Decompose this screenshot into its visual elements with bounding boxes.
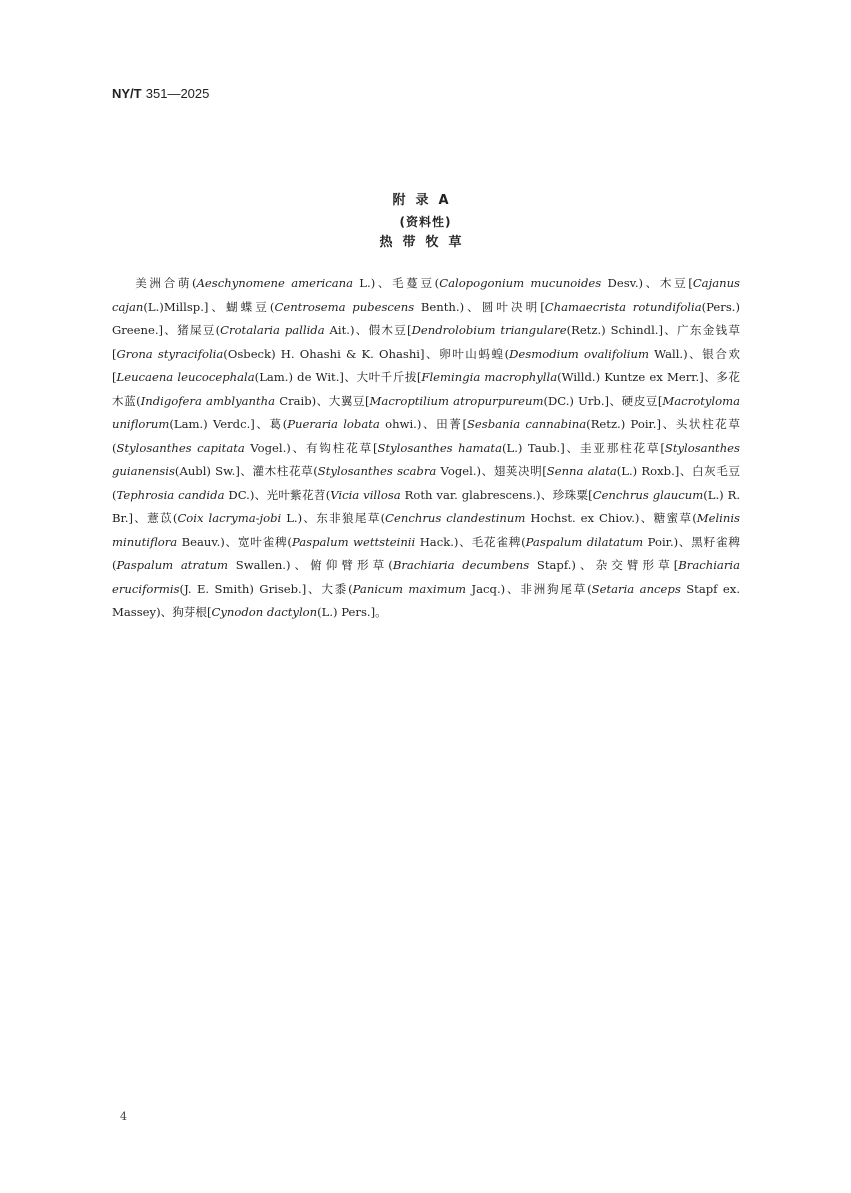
species-name: Flemingia macrophylla — [421, 370, 558, 384]
species-name: Stylosanthes hamata — [377, 440, 502, 455]
body-text-segment: (Pers.) Greene.]、猪屎豆( — [112, 299, 740, 337]
body-text-segment: (Willd.) Kuntze ex Merr.]、多花木蓝( — [112, 370, 740, 408]
body-text-segment: (DC.) Urb.]、硬皮豆[ — [543, 393, 663, 408]
body-text-segment: Vogel.)、有钩柱花草[ — [244, 440, 378, 455]
species-name: Chamaecrista rotundifolia — [544, 299, 702, 314]
species-name: Cajanus cajan — [112, 276, 740, 314]
species-name: Paspalum dilatatum — [525, 534, 644, 549]
species-name: Crotalaria pallida — [220, 323, 325, 337]
species-name: Macrotyloma uniflorum — [112, 393, 740, 431]
species-name: Tephrosia candida — [116, 487, 225, 502]
species-name: Paspalum wettsteinii — [291, 534, 416, 549]
species-name: Pueraria lobata — [287, 417, 380, 431]
body-text-segment: Benth.)、圆叶决明[ — [414, 299, 545, 314]
species-name: Cynodon dactylon — [211, 605, 318, 619]
body-text-segment: (Lam.) Verdc.]、葛( — [169, 417, 288, 431]
appendix-title: 热带牧草 — [379, 235, 472, 250]
species-name: Centrosema pubescens — [274, 299, 415, 314]
species-name: Stylosanthes capitata — [116, 440, 245, 455]
appendix-nature: (资料性) — [399, 215, 452, 229]
species-name: Grona styracifolia — [116, 346, 224, 361]
species-name: Brachiaria eruciformis — [112, 558, 740, 596]
body-text-segment: Wall.)、银合欢[ — [112, 346, 740, 384]
species-name: Calopogonium mucunoides — [439, 276, 602, 290]
species-name: Panicum maximum — [352, 581, 467, 596]
body-text-segment: 美洲合萌( — [135, 276, 197, 290]
species-name: Desmodium ovalifolium — [509, 346, 649, 361]
body-text-segment: Beauv.)、宽叶雀稗( — [177, 534, 292, 549]
species-name: Coix lacryma-jobi — [177, 511, 282, 525]
species-name: Vicia villosa — [330, 487, 401, 502]
body-text-segment: Vogel.)、翅荚决明[ — [436, 464, 547, 478]
species-name: Senna alata — [546, 464, 617, 478]
body-text-segment: L.)、毛蔓豆( — [353, 276, 440, 290]
body-paragraph — [112, 272, 740, 625]
body-text-segment: ohwi.)、田菁[ — [379, 417, 467, 431]
species-name: Setaria anceps — [591, 581, 681, 596]
standard-code: NY/T — [112, 86, 142, 101]
species-name: Brachiaria decumbens — [392, 558, 530, 572]
body-text-segment: (Retz.) Schindl.]、广东金钱草[ — [112, 323, 740, 361]
body-text-segment: Hack.)、毛花雀稗( — [415, 534, 526, 549]
species-name: Cenchrus clandestinum — [385, 511, 526, 525]
species-name: Paspalum atratum — [116, 558, 229, 572]
body-text-segment: (L.) R. Br.]、薏苡( — [112, 487, 741, 525]
body-text-segment: Stapf.)、杂交臂形草[ — [529, 558, 679, 572]
species-name: Stylosanthes scabra — [317, 464, 437, 478]
body-text-segment: L.)、东非狼尾草( — [281, 511, 386, 525]
standard-number: 351—2025 — [145, 86, 210, 101]
body-text-segment: Stapf ex. Massey)、狗芽根[ — [112, 581, 741, 619]
body-text-segment: Desv.)、木豆[ — [601, 276, 693, 290]
body-text-segment: Hochst. ex Chiov.)、糖蜜草( — [525, 511, 697, 525]
page-number: 4 — [120, 1110, 127, 1123]
document-header — [112, 86, 209, 102]
appendix-titles — [0, 190, 851, 254]
body-text-segment: Poir.)、黑籽雀稗( — [112, 534, 741, 572]
body-text-segment: Jacq.)、非洲狗尾草( — [466, 581, 592, 596]
species-name: Cenchrus glaucum — [592, 487, 704, 502]
species-name: Aeschynomene americana — [196, 276, 353, 290]
body-text-segment: (Lam.) de Wit.]、大叶千斤拔[ — [254, 370, 422, 384]
body-text-segment: (L.) Taub.]、圭亚那柱花草[ — [501, 440, 665, 455]
species-name: Macroptilium atropurpureum — [369, 393, 544, 408]
body-text-segment: Roth var. glabrescens.)、珍珠粟[ — [400, 487, 593, 502]
body-text-segment: Swallen.)、俯仰臂形草( — [228, 558, 393, 572]
body-text-segment: (Osbeck) H. Ohashi & K. Ohashi]、卵叶山蚂蝗( — [223, 346, 510, 361]
species-name: Stylosanthes guianensis — [112, 440, 740, 478]
body-text-segment: (L.) Pers.]。 — [317, 605, 387, 619]
body-text-segment: (J. E. Smith) Griseb.]、大黍( — [179, 581, 353, 596]
body-text-segment: (L.)Millsp.]、蝴蝶豆( — [143, 299, 275, 314]
body-text-segment: Craib)、大翼豆[ — [275, 393, 370, 408]
body-text-segment: Ait.)、假木豆[ — [324, 323, 412, 337]
species-name: Sesbania cannabina — [466, 417, 587, 431]
body-text-segment: (Retz.) Poir.]、头状柱花草( — [112, 417, 741, 455]
species-name: Leucaena leucocephala — [116, 370, 255, 384]
body-text-segment: DC.)、光叶紫花苕( — [224, 487, 331, 502]
body-text-segment: (Aubl) Sw.]、灌木柱花草( — [174, 464, 318, 478]
species-name: Dendrolobium triangulare — [411, 323, 567, 337]
species-name: Indigofera amblyantha — [140, 393, 276, 408]
species-name: Melinis minutiflora — [112, 511, 741, 549]
body-text-segment: (L.) Roxb.]、白灰毛豆( — [112, 464, 740, 502]
appendix-heading: 附录A — [392, 193, 459, 208]
